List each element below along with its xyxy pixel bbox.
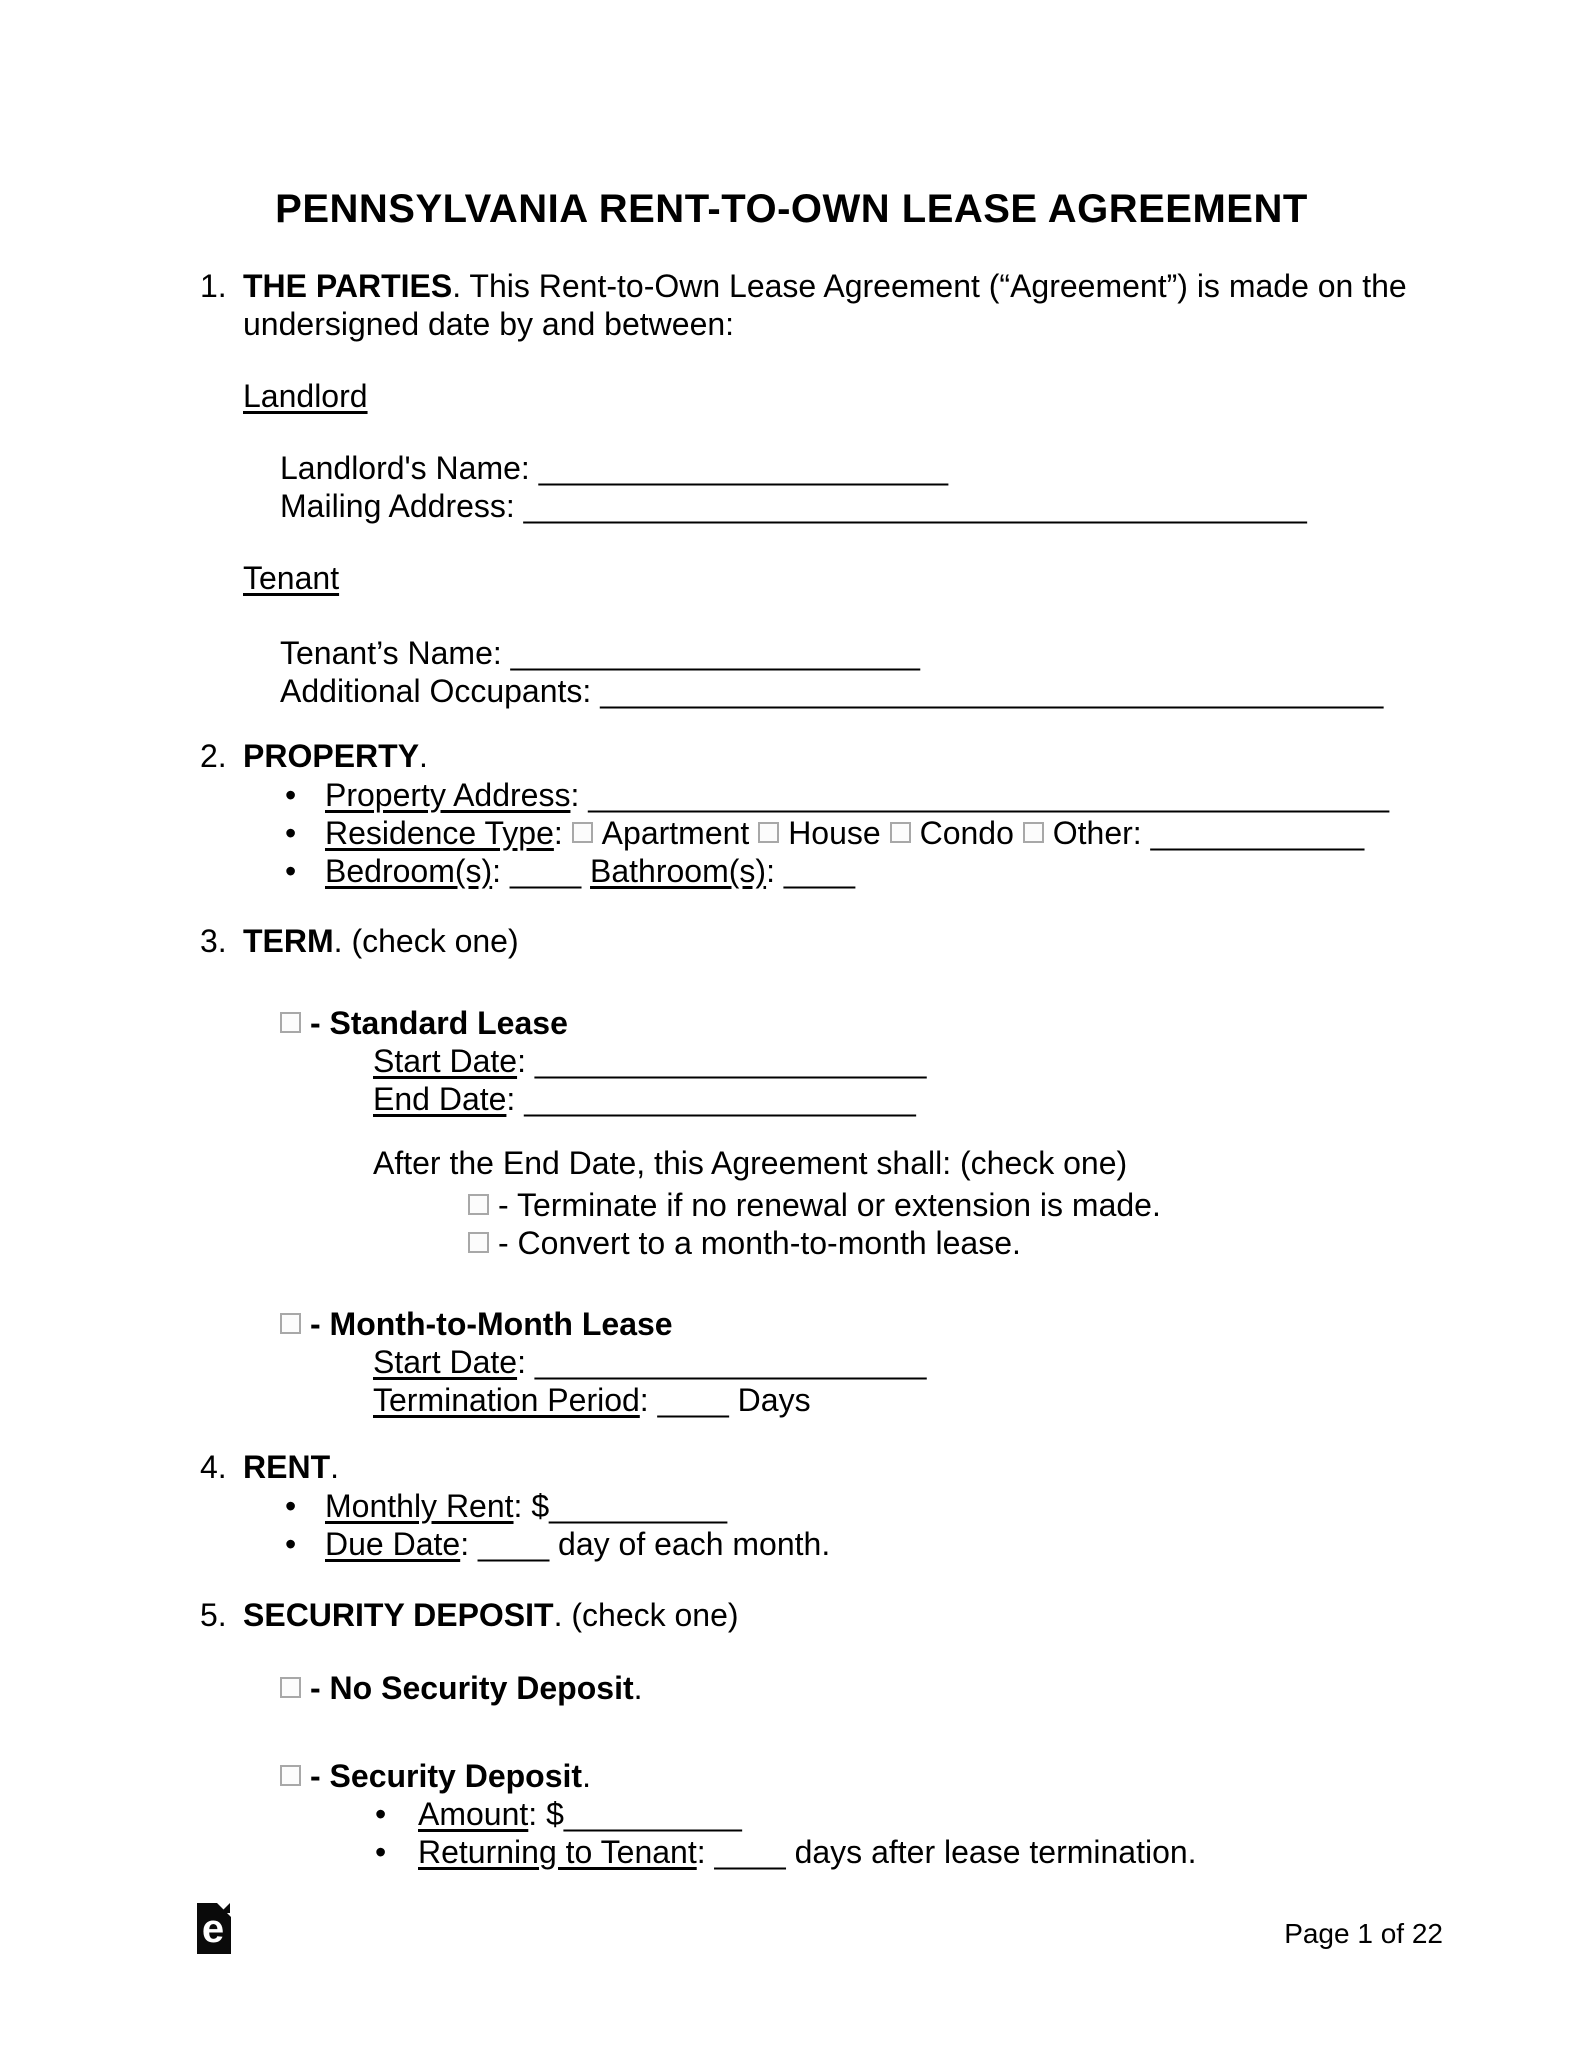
bullet-icon: • xyxy=(285,853,297,889)
landlord-name-label: Landlord's Name xyxy=(280,450,521,486)
security-deposit-checkbox[interactable] xyxy=(280,1765,301,1786)
bedrooms-blank[interactable]: ____ xyxy=(509,853,582,889)
section-intro-line1: . This Rent-to-Own Lease Agreement (“Agreement”) is made on the xyxy=(452,268,1407,304)
landlord-name-row: Landlord's Name: _______________________ xyxy=(280,450,949,486)
amount-label: Amount xyxy=(418,1796,529,1832)
month-to-month-label: - Month-to-Month Lease xyxy=(310,1306,673,1342)
bullet-icon: • xyxy=(375,1834,387,1870)
page-title: PENNSYLVANIA RENT-TO-OWN LEASE AGREEMENT xyxy=(275,187,1308,231)
additional-occupants-label: Additional Occupants xyxy=(280,673,583,709)
month-to-month-checkbox[interactable] xyxy=(280,1313,301,1334)
section-number: 3. xyxy=(200,923,227,959)
due-date-row: • Due Date: ____ day of each month. xyxy=(285,1526,831,1562)
landlord-heading: Landlord xyxy=(243,378,368,414)
returning-to-tenant-suffix: days after lease termination. xyxy=(785,1834,1197,1870)
termination-period-label: Termination Period xyxy=(373,1382,640,1418)
condo-checkbox[interactable] xyxy=(890,822,911,843)
section-parties-heading xyxy=(200,267,1583,305)
other-label: Other: xyxy=(1052,815,1142,851)
tenant-heading: Tenant xyxy=(243,560,340,596)
returning-to-tenant-label: Returning to Tenant xyxy=(418,1834,697,1870)
residence-type-row: • Residence Type: Apartment House Condo Other: ____________ xyxy=(285,815,1365,851)
end-date-blank[interactable]: ______________________ xyxy=(524,1081,916,1117)
section-title: TERM xyxy=(243,923,334,959)
convert-label: - Convert to a month-to-month lease. xyxy=(498,1225,1021,1261)
termination-period-blank[interactable]: ____ xyxy=(657,1382,729,1418)
convert-checkbox[interactable] xyxy=(468,1232,489,1253)
apartment-label: Apartment xyxy=(601,815,750,851)
no-security-deposit-checkbox[interactable] xyxy=(280,1677,301,1698)
section-rent-heading: 4. RENT. xyxy=(200,1449,339,1485)
apartment-checkbox[interactable] xyxy=(572,822,593,843)
additional-occupants-blank[interactable]: ____________________________________________ xyxy=(600,673,1384,709)
standard-end-date-row: End Date: ______________________ xyxy=(373,1081,916,1117)
amount-blank[interactable]: __________ xyxy=(563,1796,742,1832)
tenant-name-blank[interactable]: _______________________ xyxy=(510,635,920,671)
no-security-deposit-option: - No Security Deposit. xyxy=(280,1669,1583,1707)
no-security-deposit-label: - No Security Deposit xyxy=(310,1670,634,1706)
section-intro-line2: undersigned date by and between: xyxy=(243,306,735,342)
logo-letter: e xyxy=(201,1907,225,1951)
eforms-logo-icon xyxy=(197,1903,231,1954)
bullet-icon: • xyxy=(285,1526,297,1562)
standard-lease-option xyxy=(280,1004,1583,1042)
property-address-row: • Property Address: _____________________________________________ xyxy=(285,777,1390,813)
terminate-checkbox[interactable] xyxy=(468,1194,489,1215)
termination-period-row: Termination Period: ____ Days xyxy=(373,1382,811,1418)
tenant-name-row: Tenant’s Name: _______________________ xyxy=(280,635,920,671)
tenant-name-label: Tenant’s Name xyxy=(280,635,493,671)
mtm-start-date-label: Start Date xyxy=(373,1344,518,1380)
mailing-address-label: Mailing Address xyxy=(280,488,506,524)
due-date-blank[interactable]: ____ xyxy=(477,1526,550,1562)
standard-lease-checkbox[interactable] xyxy=(280,1012,301,1033)
additional-occupants-row: Additional Occupants: ____________________________________________ xyxy=(280,673,1384,709)
other-blank[interactable]: ____________ xyxy=(1150,815,1365,851)
monthly-rent-label: Monthly Rent xyxy=(325,1488,514,1524)
monthly-rent-blank[interactable]: __________ xyxy=(549,1488,728,1524)
property-address-blank[interactable]: _____________________________________________ xyxy=(588,777,1390,813)
amount-row: • Amount: $__________ xyxy=(375,1796,742,1832)
bullet-icon: • xyxy=(375,1796,387,1832)
residence-type-label: Residence Type xyxy=(325,815,554,851)
mailing-address-blank[interactable]: ____________________________________________ xyxy=(523,488,1307,524)
terminate-option xyxy=(468,1186,1583,1224)
rooms-row: • Bedroom(s): ____ Bathroom(s): ____ xyxy=(285,853,856,889)
bathrooms-blank[interactable]: ____ xyxy=(783,853,856,889)
section-title: SECURITY DEPOSIT xyxy=(243,1597,554,1633)
terminate-label: - Terminate if no renewal or extension is made. xyxy=(498,1187,1161,1223)
month-to-month-option xyxy=(280,1305,1583,1343)
section-number: 5. xyxy=(200,1597,227,1633)
section-title: RENT xyxy=(243,1449,331,1485)
end-date-label: End Date xyxy=(373,1081,507,1117)
after-end-date-text: After the End Date, this Agreement shall: (check one) xyxy=(373,1145,1128,1181)
other-checkbox[interactable] xyxy=(1023,822,1044,843)
mailing-address-row: Mailing Address: ____________________________________________ xyxy=(280,488,1307,524)
house-checkbox[interactable] xyxy=(758,822,779,843)
termination-period-suffix: Days xyxy=(728,1382,811,1418)
landlord-name-blank[interactable]: _______________________ xyxy=(538,450,949,486)
section-number: 4. xyxy=(200,1449,227,1485)
bathrooms-label: Bathroom(s) xyxy=(590,853,767,889)
returning-to-tenant-row: • Returning to Tenant: ____ days after lease termination. xyxy=(375,1834,1197,1870)
due-date-label: Due Date xyxy=(325,1526,461,1562)
security-deposit-option: - Security Deposit. xyxy=(280,1757,1583,1795)
monthly-rent-row: • Monthly Rent: $__________ xyxy=(285,1488,728,1524)
start-date-blank[interactable]: ______________________ xyxy=(534,1043,927,1079)
section-title: PROPERTY xyxy=(243,738,420,774)
condo-label: Condo xyxy=(919,815,1014,851)
section-number: 1. xyxy=(200,268,227,304)
property-address-label: Property Address xyxy=(325,777,571,813)
page-number: Page 1 of 22 xyxy=(1284,1918,1443,1949)
security-deposit-label: - Security Deposit xyxy=(310,1758,583,1794)
bullet-icon: • xyxy=(285,777,297,813)
section-property-heading: 2. PROPERTY. xyxy=(200,738,428,774)
section-term-heading: 3. TERM. (check one) xyxy=(200,923,519,959)
section-number: 2. xyxy=(200,738,227,774)
start-date-label: Start Date xyxy=(373,1043,518,1079)
standard-lease-label: - Standard Lease xyxy=(310,1005,568,1041)
returning-to-tenant-blank[interactable]: ____ xyxy=(714,1834,786,1870)
convert-option xyxy=(468,1224,1583,1262)
section-title: THE PARTIES xyxy=(243,268,453,304)
house-label: House xyxy=(788,815,881,851)
section-security-deposit-heading: 5. SECURITY DEPOSIT. (check one) xyxy=(200,1597,739,1633)
mtm-start-date-row: Start Date: ______________________ xyxy=(373,1344,927,1380)
bullet-icon: • xyxy=(285,815,297,851)
bedrooms-label: Bedroom(s) xyxy=(325,853,493,889)
bullet-icon: • xyxy=(285,1488,297,1524)
mtm-start-date-blank[interactable]: ______________________ xyxy=(534,1344,927,1380)
due-date-suffix: day of each month. xyxy=(549,1526,831,1562)
standard-start-date-row: Start Date: ______________________ xyxy=(373,1043,927,1079)
